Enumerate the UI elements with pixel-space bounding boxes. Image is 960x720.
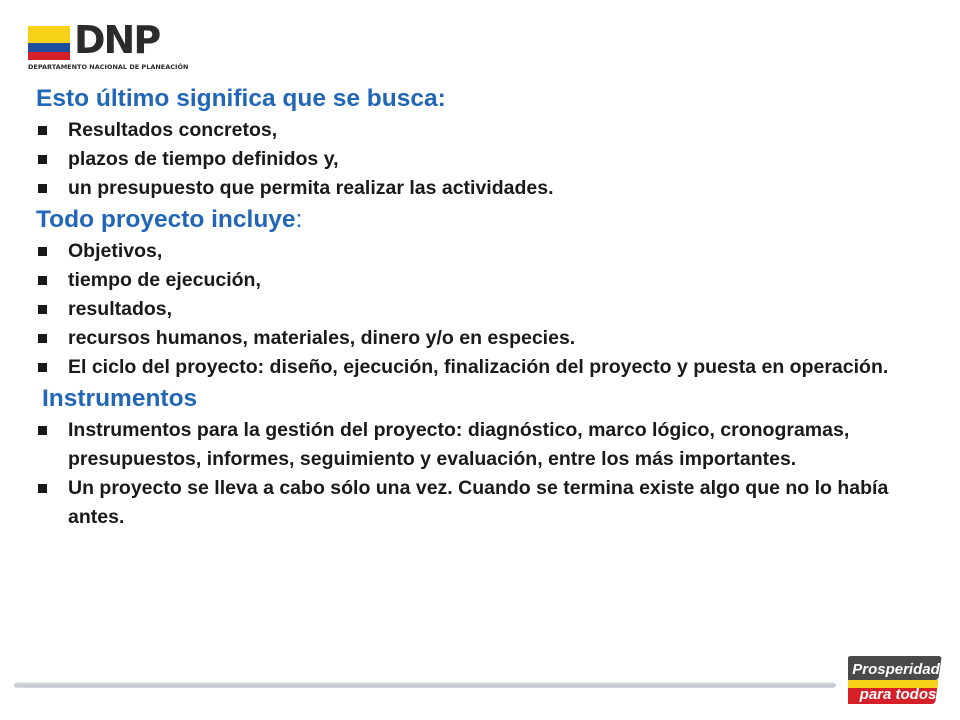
list-item: Instrumentos para la gestión del proyecto: diagnóstico, marco lógico, cronogramas, presupuestos, informes, seguimiento y evaluación, entre los más importantes. (36, 416, 936, 474)
list-item: El ciclo del proyecto: diseño, ejecución, finalización del proyecto y puesta en operación. (36, 353, 936, 382)
badge-line2: para todos (859, 686, 937, 703)
bullet-list-busca (36, 116, 936, 203)
footer-divider (14, 682, 836, 688)
square-bullet-icon (38, 484, 47, 493)
square-bullet-icon (38, 247, 47, 256)
square-bullet-icon (38, 426, 47, 435)
square-bullet-icon (38, 334, 47, 343)
badge-line1: Prosperidad (852, 661, 940, 678)
list-item: Resultados concretos, (36, 116, 936, 145)
list-item: Un proyecto se lleva a cabo sólo una vez. Cuando se termina existe algo que no lo había antes. (36, 474, 936, 532)
list-item: Objetivos, (36, 237, 936, 266)
logo-word: DNP (74, 18, 160, 62)
square-bullet-icon (38, 126, 47, 135)
list-item: un presupuesto que permita realizar las actividades. (36, 174, 936, 203)
square-bullet-icon (38, 363, 47, 372)
square-bullet-icon (38, 155, 47, 164)
section-heading-instrumentos: Instrumentos (42, 385, 198, 412)
square-bullet-icon (38, 305, 47, 314)
bullet-list-incluye (36, 237, 936, 382)
bullet-list-instrumentos (36, 416, 936, 532)
list-item: plazos de tiempo definidos y, (36, 145, 936, 174)
list-item: resultados, (36, 295, 936, 324)
prosperidad-para-todos-logo (848, 654, 944, 706)
slide-content (36, 82, 936, 532)
square-bullet-icon (38, 184, 47, 193)
list-item: tiempo de ejecución, (36, 266, 936, 295)
dnp-logo (28, 18, 208, 70)
section-heading-busca: Esto último significa que se busca: (36, 85, 446, 112)
list-item: recursos humanos, materiales, dinero y/o en especies. (36, 324, 936, 353)
logo-subtitle: DEPARTAMENTO NACIONAL DE PLANEACIÓN (28, 63, 189, 71)
colombia-flag-icon (28, 26, 70, 60)
section-heading-incluye: Todo proyecto incluye: (36, 206, 303, 233)
square-bullet-icon (38, 276, 47, 285)
